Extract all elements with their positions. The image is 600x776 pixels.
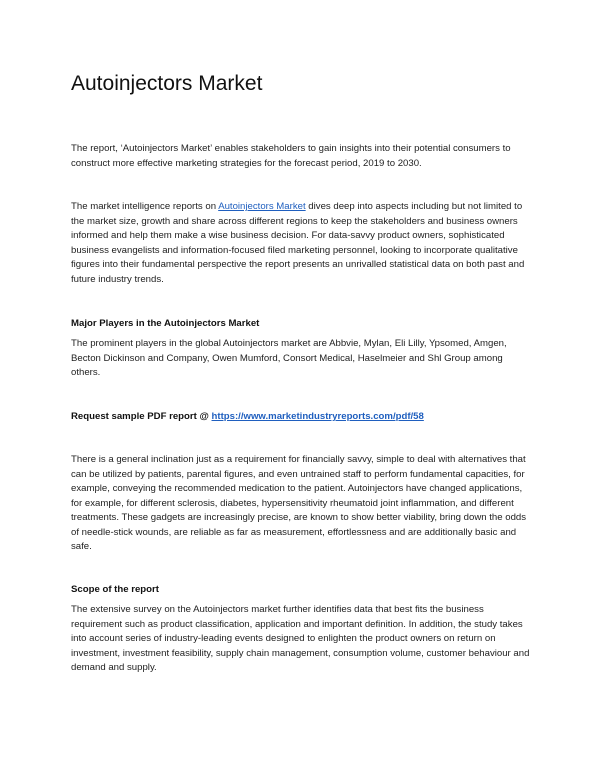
request-sample-label: Request sample PDF report @	[71, 411, 212, 422]
intelligence-text-after-link: dives deep into aspects including but not limited to the market size, growth and share across different regions to keep the stakeholders and business owners informed and help them make a wise business decision. For data-savvy product owners, sophisticated business evangelists and information-focused filed marketing personnel, looking to incorporate qualitative figures into their fundamental perspective the report presents an unrivalled statistical data on both past and future industry trends.	[71, 201, 525, 285]
scope-heading: Scope of the report	[71, 584, 159, 595]
intro-paragraph: The report, ‘Autoinjectors Market’ enables stakeholders to gain insights into their potential consumers to construct more effective marketing strategies for the forecast period, 2019 to 2030.	[71, 143, 511, 169]
scope-paragraph: The extensive survey on the Autoinjectors market further identifies data that best fits the business requirement such as product classification, application and important definition. In addition, the study takes into account series of industry-leading events designed to enlighten the product owners on return on investment, investment feasibility, supply chain management, consumption volume, customer behaviour and demand and supply.	[71, 604, 530, 673]
page-title: Autoinjectors Market	[71, 72, 263, 95]
market-intelligence-paragraph	[71, 200, 533, 287]
major-players-heading: Major Players in the Autoinjectors Market	[71, 318, 260, 329]
request-sample-line	[71, 410, 424, 424]
inclination-paragraph: There is a general inclination just as a requirement for financially savvy, simple to deal with alternatives that can be utilized by patients, parental figures, and even untrained staff to perform fundamental capacities, for example, conveying the recommended medication to the patient. Autoinjectors have changed applications, for example, for different sclerosis, diabetes, hypersensitivity rheumatoid joint inflammation, and different treatments. These gadgets are increasingly precise, are known to show better viability, bring down the odds of needle-stick wounds, are reliable as far as measurement, effortlessness and are additionally basic and safe.	[71, 454, 527, 552]
autoinjectors-market-link[interactable]: Autoinjectors Market	[218, 201, 306, 212]
major-players-paragraph: The prominent players in the global Autoinjectors market are Abbvie, Mylan, Eli Lilly, Ypsomed, Amgen, Becton Dickinson and Company, Owen Mumford, Consort Medical, Haselmeier and Shl Group among others.	[71, 338, 507, 378]
request-sample-link[interactable]: https://www.marketindustryreports.com/pdf/58	[211, 411, 424, 422]
intelligence-text-before-link: The market intelligence reports on	[71, 201, 219, 212]
